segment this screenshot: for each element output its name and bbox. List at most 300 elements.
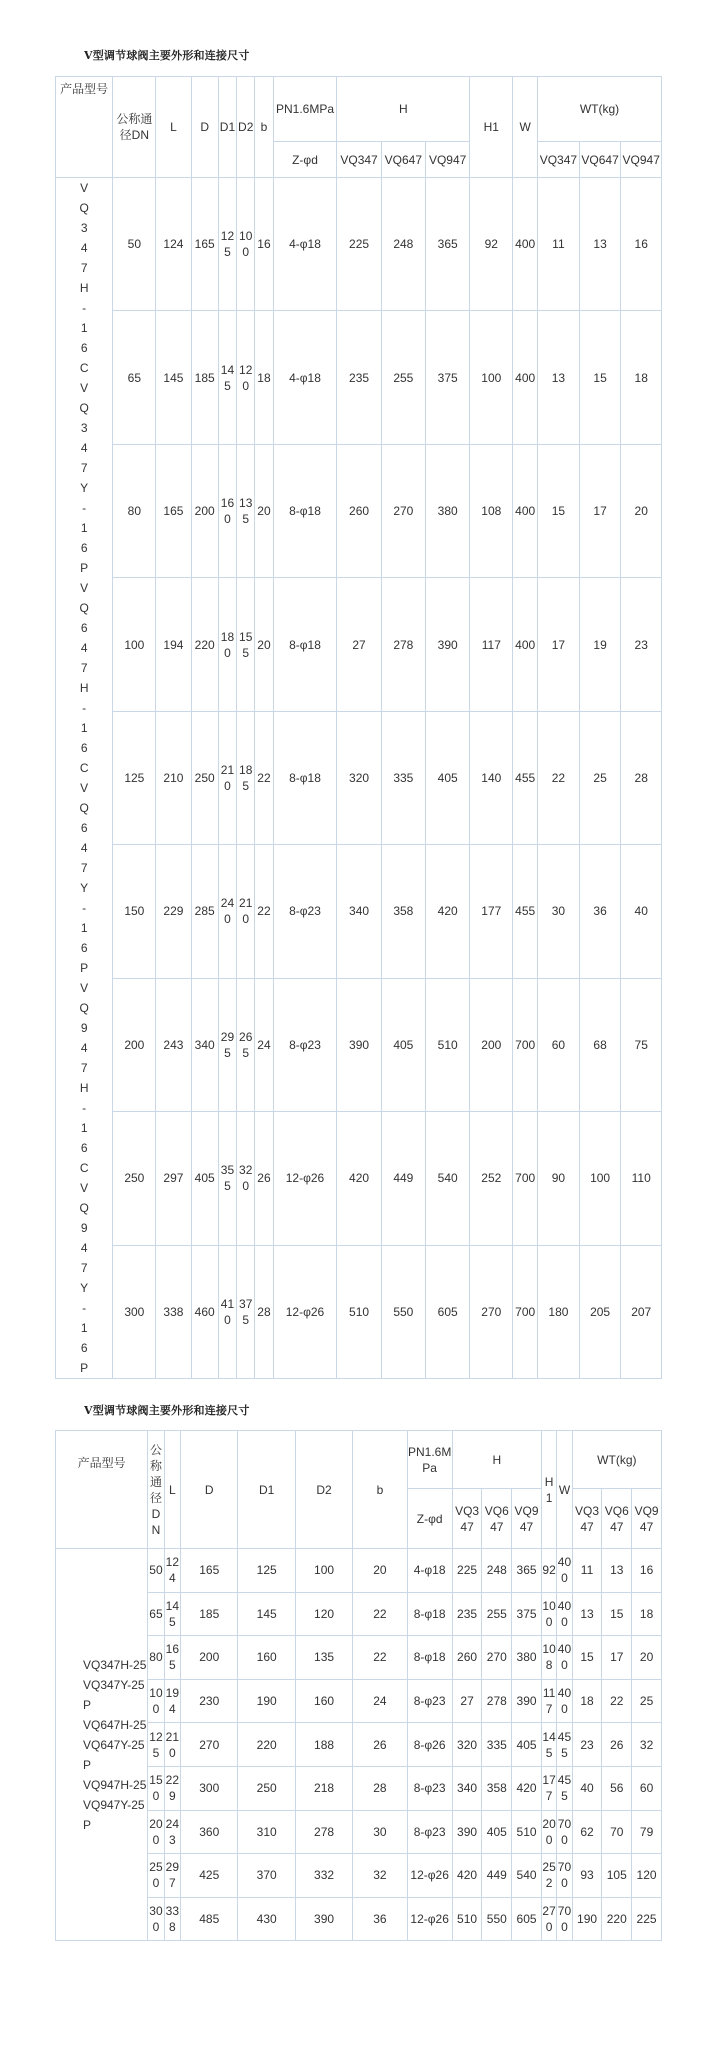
table-cell: 185 bbox=[191, 311, 218, 444]
table-cell: 449 bbox=[381, 1112, 425, 1245]
header-D: D bbox=[181, 1431, 238, 1549]
table-cell: 23 bbox=[572, 1723, 602, 1767]
table-cell: 23 bbox=[621, 578, 662, 711]
header-b: b bbox=[255, 77, 273, 178]
table-cell: 100 bbox=[148, 1679, 164, 1723]
model-name: VQ947H-16CVQ947Y-16P bbox=[79, 981, 89, 1375]
table-cell: 295 bbox=[218, 978, 236, 1111]
table-row bbox=[56, 1112, 662, 1245]
header-wt-vq947: VQ947 bbox=[621, 142, 662, 178]
table-cell: 229 bbox=[156, 845, 191, 978]
model-cell bbox=[56, 1549, 148, 1941]
table-cell: 15 bbox=[572, 1636, 602, 1680]
table-cell: 340 bbox=[337, 845, 381, 978]
table-cell: 165 bbox=[156, 444, 191, 577]
table-cell: 180 bbox=[538, 1245, 580, 1379]
table-cell: 145 bbox=[156, 311, 191, 444]
header-wt: WT(kg) bbox=[572, 1431, 661, 1489]
table-cell: 405 bbox=[426, 711, 470, 844]
table-cell: 200 bbox=[181, 1636, 238, 1680]
table-cell: 270 bbox=[381, 444, 425, 577]
table-cell: 200 bbox=[541, 1810, 556, 1854]
table-cell: 250 bbox=[238, 1766, 295, 1810]
table-cell: 550 bbox=[482, 1897, 512, 1941]
table-cell: 60 bbox=[538, 978, 580, 1111]
table-cell: 540 bbox=[512, 1854, 542, 1898]
table-cell: 8-φ23 bbox=[273, 845, 337, 978]
table-cell: 120 bbox=[295, 1592, 352, 1636]
table-cell: 4-φ18 bbox=[407, 1549, 452, 1593]
table-cell: 320 bbox=[237, 1112, 255, 1245]
header-pn: PN1.6MPa bbox=[407, 1431, 452, 1489]
table-row bbox=[56, 845, 662, 978]
table-cell: 355 bbox=[218, 1112, 236, 1245]
table-cell: 420 bbox=[337, 1112, 381, 1245]
header-model: 产品型号 bbox=[56, 1431, 148, 1549]
table-cell: 220 bbox=[191, 578, 218, 711]
table-cell: 250 bbox=[191, 711, 218, 844]
table-cell: 28 bbox=[621, 711, 662, 844]
header-W: W bbox=[557, 1431, 572, 1549]
table-cell: 4-φ18 bbox=[273, 178, 337, 311]
table-cell: 365 bbox=[512, 1549, 542, 1593]
table-cell: 15 bbox=[602, 1592, 632, 1636]
table-cell: 400 bbox=[513, 178, 538, 311]
table-cell: 297 bbox=[164, 1854, 180, 1898]
table-cell: 360 bbox=[181, 1810, 238, 1854]
table-cell: 140 bbox=[470, 711, 513, 844]
table-cell: 50 bbox=[113, 178, 156, 311]
table-cell: 160 bbox=[218, 444, 236, 577]
table-cell: 145 bbox=[218, 311, 236, 444]
table-cell: 425 bbox=[181, 1854, 238, 1898]
header-b: b bbox=[353, 1431, 407, 1549]
table-cell: 255 bbox=[381, 311, 425, 444]
header-H: H bbox=[452, 1431, 541, 1489]
table-cell: 117 bbox=[541, 1679, 556, 1723]
table-cell: 125 bbox=[113, 711, 156, 844]
table-cell: 405 bbox=[482, 1810, 512, 1854]
table-cell: 15 bbox=[579, 311, 621, 444]
table-cell: 25 bbox=[632, 1679, 662, 1723]
table-cell: 430 bbox=[238, 1897, 295, 1941]
table-cell: 13 bbox=[572, 1592, 602, 1636]
table-cell: 185 bbox=[181, 1592, 238, 1636]
table-cell: 320 bbox=[337, 711, 381, 844]
table-cell: 79 bbox=[632, 1810, 662, 1854]
table-cell: 243 bbox=[164, 1810, 180, 1854]
table-cell: 210 bbox=[218, 711, 236, 844]
table-cell: 380 bbox=[426, 444, 470, 577]
table-row bbox=[56, 1245, 662, 1379]
table-cell: 8-φ23 bbox=[273, 978, 337, 1111]
model-cell bbox=[56, 178, 113, 1379]
table-cell: 243 bbox=[156, 978, 191, 1111]
table-cell: 135 bbox=[237, 444, 255, 577]
table-cell: 460 bbox=[191, 1245, 218, 1379]
table-cell: 8-φ23 bbox=[407, 1766, 452, 1810]
table-cell: 420 bbox=[426, 845, 470, 978]
table-cell: 485 bbox=[181, 1897, 238, 1941]
table-cell: 550 bbox=[381, 1245, 425, 1379]
header-wt: WT(kg) bbox=[538, 77, 662, 142]
table-cell: 26 bbox=[353, 1723, 407, 1767]
table-cell: 17 bbox=[538, 578, 580, 711]
table-cell: 410 bbox=[218, 1245, 236, 1379]
table-cell: 278 bbox=[381, 578, 425, 711]
table-cell: 93 bbox=[572, 1854, 602, 1898]
table-cell: 105 bbox=[602, 1854, 632, 1898]
model-name: VQ647H-16CVQ647Y-16P bbox=[79, 581, 89, 975]
header-L: L bbox=[164, 1431, 180, 1549]
table-cell: 62 bbox=[572, 1810, 602, 1854]
table-cell: 12-φ26 bbox=[273, 1245, 337, 1379]
table-cell: 300 bbox=[181, 1766, 238, 1810]
table-cell: 207 bbox=[621, 1245, 662, 1379]
table-cell: 75 bbox=[621, 978, 662, 1111]
table-cell: 65 bbox=[148, 1592, 164, 1636]
table-cell: 70 bbox=[602, 1810, 632, 1854]
table-cell: 205 bbox=[579, 1245, 621, 1379]
table-cell: 420 bbox=[452, 1854, 482, 1898]
header-wt-vq347: VQ347 bbox=[538, 142, 580, 178]
table-cell: 155 bbox=[237, 578, 255, 711]
table-cell: 390 bbox=[512, 1679, 542, 1723]
table-cell: 124 bbox=[156, 178, 191, 311]
table-cell: 13 bbox=[538, 311, 580, 444]
table-cell: 270 bbox=[541, 1897, 556, 1941]
table-cell: 32 bbox=[353, 1854, 407, 1898]
table-row bbox=[56, 711, 662, 844]
model-name: VQ347H-16CVQ347Y-16P bbox=[79, 181, 89, 575]
table-cell: 225 bbox=[337, 178, 381, 311]
table-cell: 177 bbox=[541, 1766, 556, 1810]
table-cell: 250 bbox=[148, 1854, 164, 1898]
table-cell: 92 bbox=[470, 178, 513, 311]
table-cell: 150 bbox=[148, 1766, 164, 1810]
table-cell: 340 bbox=[452, 1766, 482, 1810]
table-cell: 338 bbox=[156, 1245, 191, 1379]
table-cell: 17 bbox=[602, 1636, 632, 1680]
table-cell: 12-φ26 bbox=[407, 1897, 452, 1941]
table-cell: 12-φ26 bbox=[273, 1112, 337, 1245]
table-row bbox=[56, 1549, 662, 1593]
header-h-vq947: VQ947 bbox=[426, 142, 470, 178]
table-cell: 100 bbox=[579, 1112, 621, 1245]
table-cell: 338 bbox=[164, 1897, 180, 1941]
table-cell: 229 bbox=[164, 1766, 180, 1810]
table-cell: 194 bbox=[156, 578, 191, 711]
table-cell: 177 bbox=[470, 845, 513, 978]
table-cell: 255 bbox=[482, 1592, 512, 1636]
table-row bbox=[56, 178, 662, 311]
header-wt-vq647: VQ647 bbox=[579, 142, 621, 178]
table-cell: 190 bbox=[572, 1897, 602, 1941]
table-cell: 510 bbox=[426, 978, 470, 1111]
table-cell: 455 bbox=[557, 1723, 572, 1767]
table-cell: 26 bbox=[602, 1723, 632, 1767]
table-cell: 510 bbox=[337, 1245, 381, 1379]
table-cell: 18 bbox=[255, 311, 273, 444]
table-cell: 335 bbox=[381, 711, 425, 844]
header-D2: D2 bbox=[295, 1431, 352, 1549]
dimensions-table-pn16 bbox=[55, 76, 662, 1379]
table-cell: 510 bbox=[512, 1810, 542, 1854]
header-model: 产品型号 bbox=[56, 77, 113, 178]
table-cell: 18 bbox=[621, 311, 662, 444]
table-cell: 25 bbox=[579, 711, 621, 844]
table-cell: 16 bbox=[621, 178, 662, 311]
table-cell: 700 bbox=[513, 1245, 538, 1379]
table-cell: 24 bbox=[255, 978, 273, 1111]
header-H1: H1 bbox=[541, 1431, 556, 1549]
table-cell: 32 bbox=[632, 1723, 662, 1767]
table-cell: 30 bbox=[353, 1810, 407, 1854]
table-cell: 135 bbox=[295, 1636, 352, 1680]
table-cell: 218 bbox=[295, 1766, 352, 1810]
header-h-vq647: VQ647 bbox=[381, 142, 425, 178]
table-cell: 252 bbox=[470, 1112, 513, 1245]
table-cell: 40 bbox=[621, 845, 662, 978]
table-cell: 8-φ23 bbox=[407, 1679, 452, 1723]
table-cell: 405 bbox=[512, 1723, 542, 1767]
table-cell: 11 bbox=[538, 178, 580, 311]
table-cell: 200 bbox=[470, 978, 513, 1111]
table-cell: 68 bbox=[579, 978, 621, 1111]
table-cell: 210 bbox=[237, 845, 255, 978]
table-cell: 260 bbox=[452, 1636, 482, 1680]
table-cell: 22 bbox=[353, 1636, 407, 1680]
table-cell: 230 bbox=[181, 1679, 238, 1723]
table-cell: 8-φ23 bbox=[407, 1810, 452, 1854]
table-cell: 420 bbox=[512, 1766, 542, 1810]
table-cell: 65 bbox=[113, 311, 156, 444]
table-row bbox=[56, 578, 662, 711]
table-cell: 18 bbox=[572, 1679, 602, 1723]
table-cell: 124 bbox=[164, 1549, 180, 1593]
table-cell: 375 bbox=[512, 1592, 542, 1636]
table-cell: 20 bbox=[621, 444, 662, 577]
model-name: VQ647Y-25P bbox=[83, 1737, 145, 1772]
table-cell: 300 bbox=[148, 1897, 164, 1941]
table-cell: 165 bbox=[191, 178, 218, 311]
header-zphid: Z-φd bbox=[273, 142, 337, 178]
table-cell: 20 bbox=[255, 578, 273, 711]
table-cell: 50 bbox=[148, 1549, 164, 1593]
table-cell: 92 bbox=[541, 1549, 556, 1593]
table-cell: 22 bbox=[353, 1592, 407, 1636]
table-cell: 390 bbox=[426, 578, 470, 711]
table2-caption: V型调节球阀主要外形和连接尺寸 bbox=[84, 1404, 250, 1417]
header-D1: D1 bbox=[238, 1431, 295, 1549]
table-cell: 225 bbox=[452, 1549, 482, 1593]
table-cell: 200 bbox=[113, 978, 156, 1111]
table-cell: 390 bbox=[337, 978, 381, 1111]
model-name: VQ647H-25 bbox=[83, 1717, 147, 1732]
table-cell: 358 bbox=[482, 1766, 512, 1810]
table-cell: 165 bbox=[164, 1636, 180, 1680]
table-cell: 18 bbox=[632, 1592, 662, 1636]
table-cell: 455 bbox=[513, 711, 538, 844]
table-cell: 17 bbox=[579, 444, 621, 577]
table-cell: 235 bbox=[452, 1592, 482, 1636]
table-cell: 400 bbox=[557, 1636, 572, 1680]
table-cell: 540 bbox=[426, 1112, 470, 1245]
table-cell: 145 bbox=[541, 1723, 556, 1767]
model-name: VQ947Y-25P bbox=[83, 1797, 145, 1832]
table-cell: 405 bbox=[191, 1112, 218, 1245]
table-cell: 125 bbox=[218, 178, 236, 311]
table-cell: 22 bbox=[602, 1679, 632, 1723]
table-cell: 20 bbox=[353, 1549, 407, 1593]
dimensions-table-pn25 bbox=[55, 1430, 662, 1941]
table-cell: 30 bbox=[538, 845, 580, 978]
table-cell: 400 bbox=[513, 311, 538, 444]
table-cell: 188 bbox=[295, 1723, 352, 1767]
table-cell: 120 bbox=[237, 311, 255, 444]
table-cell: 100 bbox=[541, 1592, 556, 1636]
table-cell: 210 bbox=[156, 711, 191, 844]
table-cell: 200 bbox=[191, 444, 218, 577]
table-cell: 8-φ18 bbox=[273, 578, 337, 711]
table-cell: 248 bbox=[482, 1549, 512, 1593]
header-wt-vq947: VQ947 bbox=[632, 1489, 662, 1549]
table-cell: 700 bbox=[557, 1854, 572, 1898]
table-cell: 100 bbox=[113, 578, 156, 711]
table-cell: 100 bbox=[470, 311, 513, 444]
table-cell: 285 bbox=[191, 845, 218, 978]
table-cell: 375 bbox=[237, 1245, 255, 1379]
table-cell: 605 bbox=[512, 1897, 542, 1941]
table-cell: 8-φ18 bbox=[273, 444, 337, 577]
table-cell: 110 bbox=[621, 1112, 662, 1245]
table-cell: 8-φ18 bbox=[407, 1592, 452, 1636]
header-L: L bbox=[156, 77, 191, 178]
table-cell: 165 bbox=[181, 1549, 238, 1593]
table-row bbox=[56, 444, 662, 577]
table-cell: 365 bbox=[426, 178, 470, 311]
header-pn: PN1.6MPa bbox=[273, 77, 337, 142]
header-D1: D1 bbox=[218, 77, 236, 178]
table-cell: 210 bbox=[164, 1723, 180, 1767]
table-cell: 310 bbox=[238, 1810, 295, 1854]
header-h-vq647: VQ647 bbox=[482, 1489, 512, 1549]
header-H1: H1 bbox=[470, 77, 513, 178]
table-cell: 400 bbox=[513, 444, 538, 577]
table-row bbox=[56, 978, 662, 1111]
table-cell: 160 bbox=[295, 1679, 352, 1723]
header-h-vq347: VQ347 bbox=[337, 142, 381, 178]
table-cell: 28 bbox=[255, 1245, 273, 1379]
table-cell: 16 bbox=[255, 178, 273, 311]
model-name: VQ947H-25 bbox=[83, 1777, 147, 1792]
table-cell: 220 bbox=[602, 1897, 632, 1941]
table-cell: 56 bbox=[602, 1766, 632, 1810]
table-cell: 400 bbox=[557, 1592, 572, 1636]
table-cell: 22 bbox=[255, 711, 273, 844]
table-cell: 36 bbox=[579, 845, 621, 978]
table-cell: 400 bbox=[557, 1679, 572, 1723]
table-cell: 8-φ18 bbox=[273, 711, 337, 844]
header-D2: D2 bbox=[237, 77, 255, 178]
header-h-vq947: VQ947 bbox=[512, 1489, 542, 1549]
table-cell: 700 bbox=[513, 978, 538, 1111]
table-cell: 80 bbox=[148, 1636, 164, 1680]
table-cell: 278 bbox=[482, 1679, 512, 1723]
table-cell: 40 bbox=[572, 1766, 602, 1810]
table-cell: 60 bbox=[632, 1766, 662, 1810]
table-cell: 108 bbox=[470, 444, 513, 577]
table-cell: 19 bbox=[579, 578, 621, 711]
table-cell: 194 bbox=[164, 1679, 180, 1723]
table-cell: 100 bbox=[237, 178, 255, 311]
table-cell: 700 bbox=[557, 1897, 572, 1941]
table-cell: 12-φ26 bbox=[407, 1854, 452, 1898]
header-zphid: Z-φd bbox=[407, 1489, 452, 1549]
table-cell: 248 bbox=[381, 178, 425, 311]
table-cell: 375 bbox=[426, 311, 470, 444]
table-cell: 13 bbox=[579, 178, 621, 311]
table-cell: 220 bbox=[238, 1723, 295, 1767]
table-cell: 145 bbox=[164, 1592, 180, 1636]
table-cell: 252 bbox=[541, 1854, 556, 1898]
table-cell: 270 bbox=[482, 1636, 512, 1680]
table-cell: 449 bbox=[482, 1854, 512, 1898]
table-cell: 11 bbox=[572, 1549, 602, 1593]
table-cell: 180 bbox=[218, 578, 236, 711]
table1-caption: V型调节球阀主要外形和连接尺寸 bbox=[84, 49, 250, 62]
table-cell: 332 bbox=[295, 1854, 352, 1898]
table-cell: 20 bbox=[255, 444, 273, 577]
table-cell: 605 bbox=[426, 1245, 470, 1379]
table-cell: 160 bbox=[238, 1636, 295, 1680]
table-cell: 8-φ26 bbox=[407, 1723, 452, 1767]
table-cell: 400 bbox=[513, 578, 538, 711]
table-cell: 8-φ18 bbox=[407, 1636, 452, 1680]
table-row bbox=[56, 311, 662, 444]
table-cell: 300 bbox=[113, 1245, 156, 1379]
table-cell: 36 bbox=[353, 1897, 407, 1941]
table-cell: 320 bbox=[452, 1723, 482, 1767]
table-cell: 358 bbox=[381, 845, 425, 978]
table-cell: 240 bbox=[218, 845, 236, 978]
table-cell: 190 bbox=[238, 1679, 295, 1723]
table-cell: 390 bbox=[295, 1897, 352, 1941]
table-cell: 20 bbox=[632, 1636, 662, 1680]
header-dn: 公称通径DN bbox=[113, 77, 156, 178]
table-cell: 26 bbox=[255, 1112, 273, 1245]
table-cell: 27 bbox=[452, 1679, 482, 1723]
table-cell: 510 bbox=[452, 1897, 482, 1941]
table-cell: 370 bbox=[238, 1854, 295, 1898]
table-cell: 15 bbox=[538, 444, 580, 577]
table-cell: 405 bbox=[381, 978, 425, 1111]
table-cell: 278 bbox=[295, 1810, 352, 1854]
table-cell: 225 bbox=[632, 1897, 662, 1941]
table-cell: 27 bbox=[337, 578, 381, 711]
table-cell: 390 bbox=[452, 1810, 482, 1854]
table-cell: 16 bbox=[632, 1549, 662, 1593]
header-D: D bbox=[191, 77, 218, 178]
table-cell: 150 bbox=[113, 845, 156, 978]
table-cell: 108 bbox=[541, 1636, 556, 1680]
table-cell: 185 bbox=[237, 711, 255, 844]
table-cell: 22 bbox=[255, 845, 273, 978]
header-dn: 公称通径DN bbox=[148, 1431, 164, 1549]
table-cell: 265 bbox=[237, 978, 255, 1111]
table-cell: 270 bbox=[470, 1245, 513, 1379]
header-wt-vq347: VQ347 bbox=[572, 1489, 602, 1549]
